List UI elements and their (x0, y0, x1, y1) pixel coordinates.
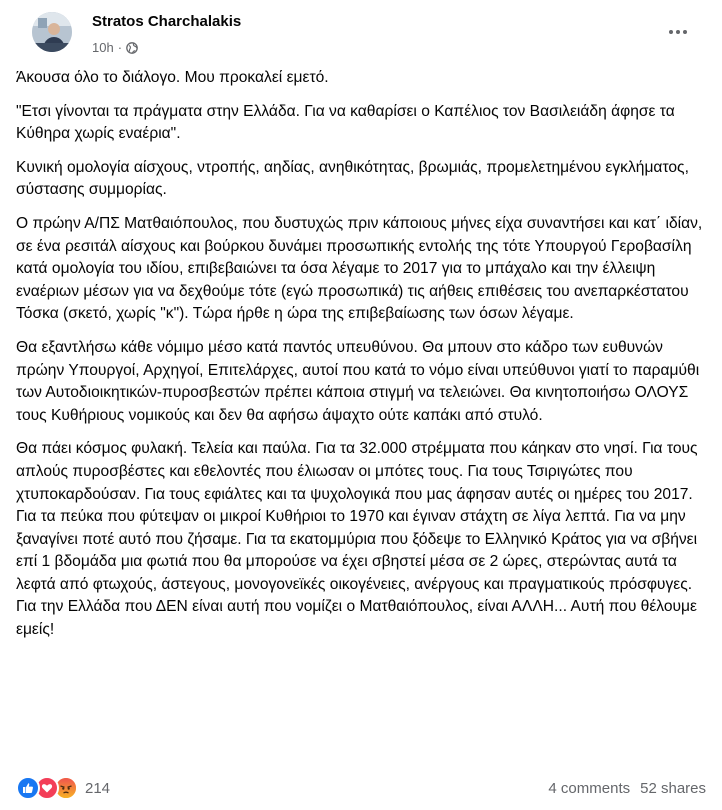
post-paragraph: Κυνική ομολογία αίσχους, ντροπής, αηδίας, ανηθικότητας, βρωμιάς, προμελετημένου εγκλήματος, σύστασης συμμορίας. (16, 158, 689, 199)
post-meta (92, 40, 138, 55)
comments-count-link[interactable]: 4 comments (548, 779, 631, 797)
post-paragraph: "Ετσι γίνονται τα πράγματα στην Ελλάδα. Για να καθαρίσει ο Καπέλιος τον Βασιλειάδη άφησε τα Κύθηρα χωρίς εναέρια". (16, 102, 675, 143)
post-timestamp[interactable]: 10h (92, 40, 114, 55)
like-icon (16, 776, 40, 800)
post-body (16, 67, 706, 653)
post-paragraph: Ο πρώην Α/ΠΣ Ματθαιόπουλος, που δυστυχώς πριν κάποιους μήνες είχα συναντήσει και κατ΄ ιδίαν, σε ένα ρεσιτάλ αίσχους και βούρκου δυνάμει προσωπικής εντολής της τότε Υπουργού Γεροβασίλη κατά ομολογία του ιδίου, επιβεβαιώνει τα όσα λέγαμε το 2017 για το μπάχαλο και την έλλειψη εναέριων μέσων για να δεχθούμε τότε (εγώ προσωπικά) τις αήθεις επιθέσεις του ανεπαρκέστατου Τόσκα (σκετό, χωρίς "κ"). Τώρα ήρθε η ώρα της επιβεβαίωσης των όσων λέγαμε. (16, 214, 703, 323)
post-paragraph: Άκουσα όλο το διάλογο. Μου προκαλεί εμετό. (16, 69, 329, 86)
shares-count-link[interactable]: 52 shares (640, 779, 706, 797)
meta-separator: · (117, 40, 123, 55)
more-options-icon[interactable] (664, 22, 692, 42)
post-paragraph: Θα πάει κόσμος φυλακή. Τελεία και παύλα. Για τα 32.000 στρέμματα που κάηκαν στο νησί. Για τους απλούς πυροσβέστες και εθελοντές που έλιωσαν οι μπότες τους. Για τους Τσιριγώτες που χτυποκαρδούσαν. Για τους εφιάλτες και τα ψυχολογικά που μας άφησαν αυτές οι ημέρες του 2017. Για τα πεύκα που φύτεψαν οι μικροί Κυθήριοι το 1970 και έγιναν στάχτη σε λίγα λεπτά. Για να μην ξαναγίνει ποτέ αυτό που ζήσαμε. Για τα εκατομμύρια που ξόδεψε το Ελληνικό Κράτος για να σβήνει επί 1 βδομάδα μια φωτιά που θα μπορούσε να έχει σβηστεί μέσα σε 2 ώρες, στερώντας αυτά τα λεφτά από φτωχούς, άστεγους, μονογονεϊκές οικογένειες, ανέργους και πραγματικούς πρόσφυγες. Για την Ελλάδα που ΔΕΝ είναι αυτή που νομίζει ο Ματθαιόπουλος, είναι ΑΛΛΗ... Αυτή που θέλουμε εμείς! (16, 440, 698, 639)
reactions-summary[interactable] (16, 776, 110, 800)
globe-icon (126, 42, 138, 54)
author-name[interactable]: Stratos Charchalakis (92, 13, 242, 30)
avatar[interactable] (32, 12, 72, 52)
post-footer (16, 775, 706, 801)
reaction-count[interactable]: 214 (85, 779, 111, 797)
post-paragraph: Θα εξαντλήσω κάθε νόμιμο μέσο κατά παντός υπευθύνου. Θα μπουν στο κάδρο των ευθυνών πρώην Υπουργοί, Αρχηγοί, Επιτελάρχες, αυτοί που κατά το νόμο είναι υπεύθυνοι γιατί το παραμύθι των Αυτοδιοικητικών-πυροσβεστών πρέπει κάποια στιγμή να τελειώνει. Θα κινητοποιήσω ΟΛΟΥΣ τους Κυθήριους νομικούς και δεν θα αφήσω άψαχτο ούτε καπάκι από στυλό. (16, 338, 700, 424)
post-header (16, 0, 706, 64)
